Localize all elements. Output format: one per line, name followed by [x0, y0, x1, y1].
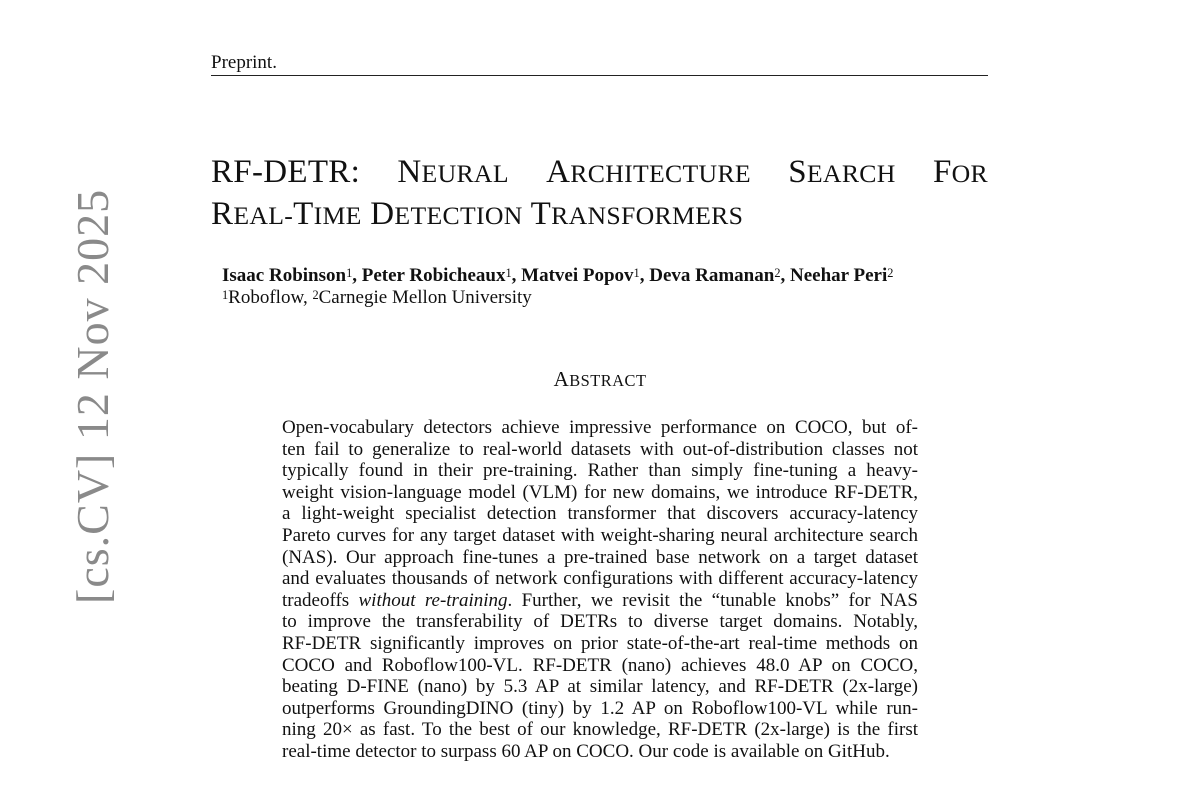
abstract-line: ten fail to generalize to real-world datasets with out-of-distribution classes not [282, 438, 918, 460]
title-word: FOR [932, 154, 988, 190]
abstract-line: to improve the transferability of DETRs to diverse target domains. Notably, [282, 611, 918, 633]
abstract-line: a light-weight specialist detection transformer that discovers accuracy-latency [282, 503, 918, 525]
author: Neehar Peri$^2$ [789, 265, 894, 286]
affiliation: $^2$Carnegie Mellon University [312, 287, 532, 308]
abstract-line: outperforms GroundingDINO (tiny) by 1.2 AP on Roboflow100-VL while run- [282, 697, 918, 719]
author: Deva Ramanan$^2$ [649, 265, 781, 286]
arxiv-stamp: [cs.CV] 12 Nov 2025 [67, 188, 118, 604]
abstract-line: COCO and Roboflow100-VL. RF-DETR (nano) achieves 48.0 AP on COCO, [282, 654, 918, 676]
abstract-line: typically found in their pre-training. Rather than simply fine-tuning a heavy- [282, 460, 918, 482]
abstract-line: RF-DETR significantly improves on prior state-of-the-art real-time methods on [282, 632, 918, 654]
abstract-line: Open-vocabulary detectors achieve impressive performance on COCO, but of- [282, 417, 918, 438]
affiliation-list: $^1$Roboflow, $^2$Carnegie Mellon University [222, 287, 532, 308]
affiliation: $^1$Roboflow [222, 287, 303, 308]
title-word: SEARCH [788, 154, 896, 190]
author: Isaac Robinson$^1$ [222, 265, 353, 286]
title-word: NEURAL [397, 154, 509, 190]
preprint-label: Preprint. [211, 52, 277, 73]
title-word: RF-DETR: [211, 154, 361, 190]
title-word: ARCHITECTURE [546, 154, 751, 190]
title-line-1 [211, 152, 988, 194]
paper-title [211, 152, 988, 236]
abstract-line: ning 20× as fast. To the best of our knowledge, RF-DETR (2x-large) is the first [282, 719, 918, 741]
abstract-line: (NAS). Our approach fine-tunes a pre-trained base network on a target dataset [282, 546, 918, 568]
abstract-line: Pareto curves for any target dataset with weight-sharing neural architecture search [282, 524, 918, 546]
abstract-line: tradeoffs without re-training. Further, we revisit the “tunable knobs” for NAS [282, 589, 918, 611]
header-rule [211, 75, 988, 76]
title-line-2: REAL-TIME DETECTION TRANSFORMERS [211, 196, 744, 232]
abstract-line: real-time detector to surpass 60 AP on COCO. Our code is available on GitHub. [282, 740, 890, 762]
author: Matvei Popov$^1$ [521, 265, 640, 286]
abstract-body [282, 417, 918, 763]
author: Peter Robicheaux$^1$ [361, 265, 512, 286]
abstract-heading: ABSTRACT [553, 367, 647, 391]
abstract-line: weight vision-language model (VLM) for new domains, we introduce RF-DETR, [282, 481, 918, 503]
abstract-line: beating D-FINE (nano) by 5.3 AP at similar latency, and RF-DETR (2x-large) [282, 676, 918, 698]
abstract-line: and evaluates thousands of network configurations with different accuracy-latency [282, 568, 918, 590]
author-list: Isaac Robinson$^1$, Peter Robicheaux$^1$, Matvei Popov$^1$, Deva Ramanan$^2$, Neehar Peri$^2$ [222, 265, 894, 286]
